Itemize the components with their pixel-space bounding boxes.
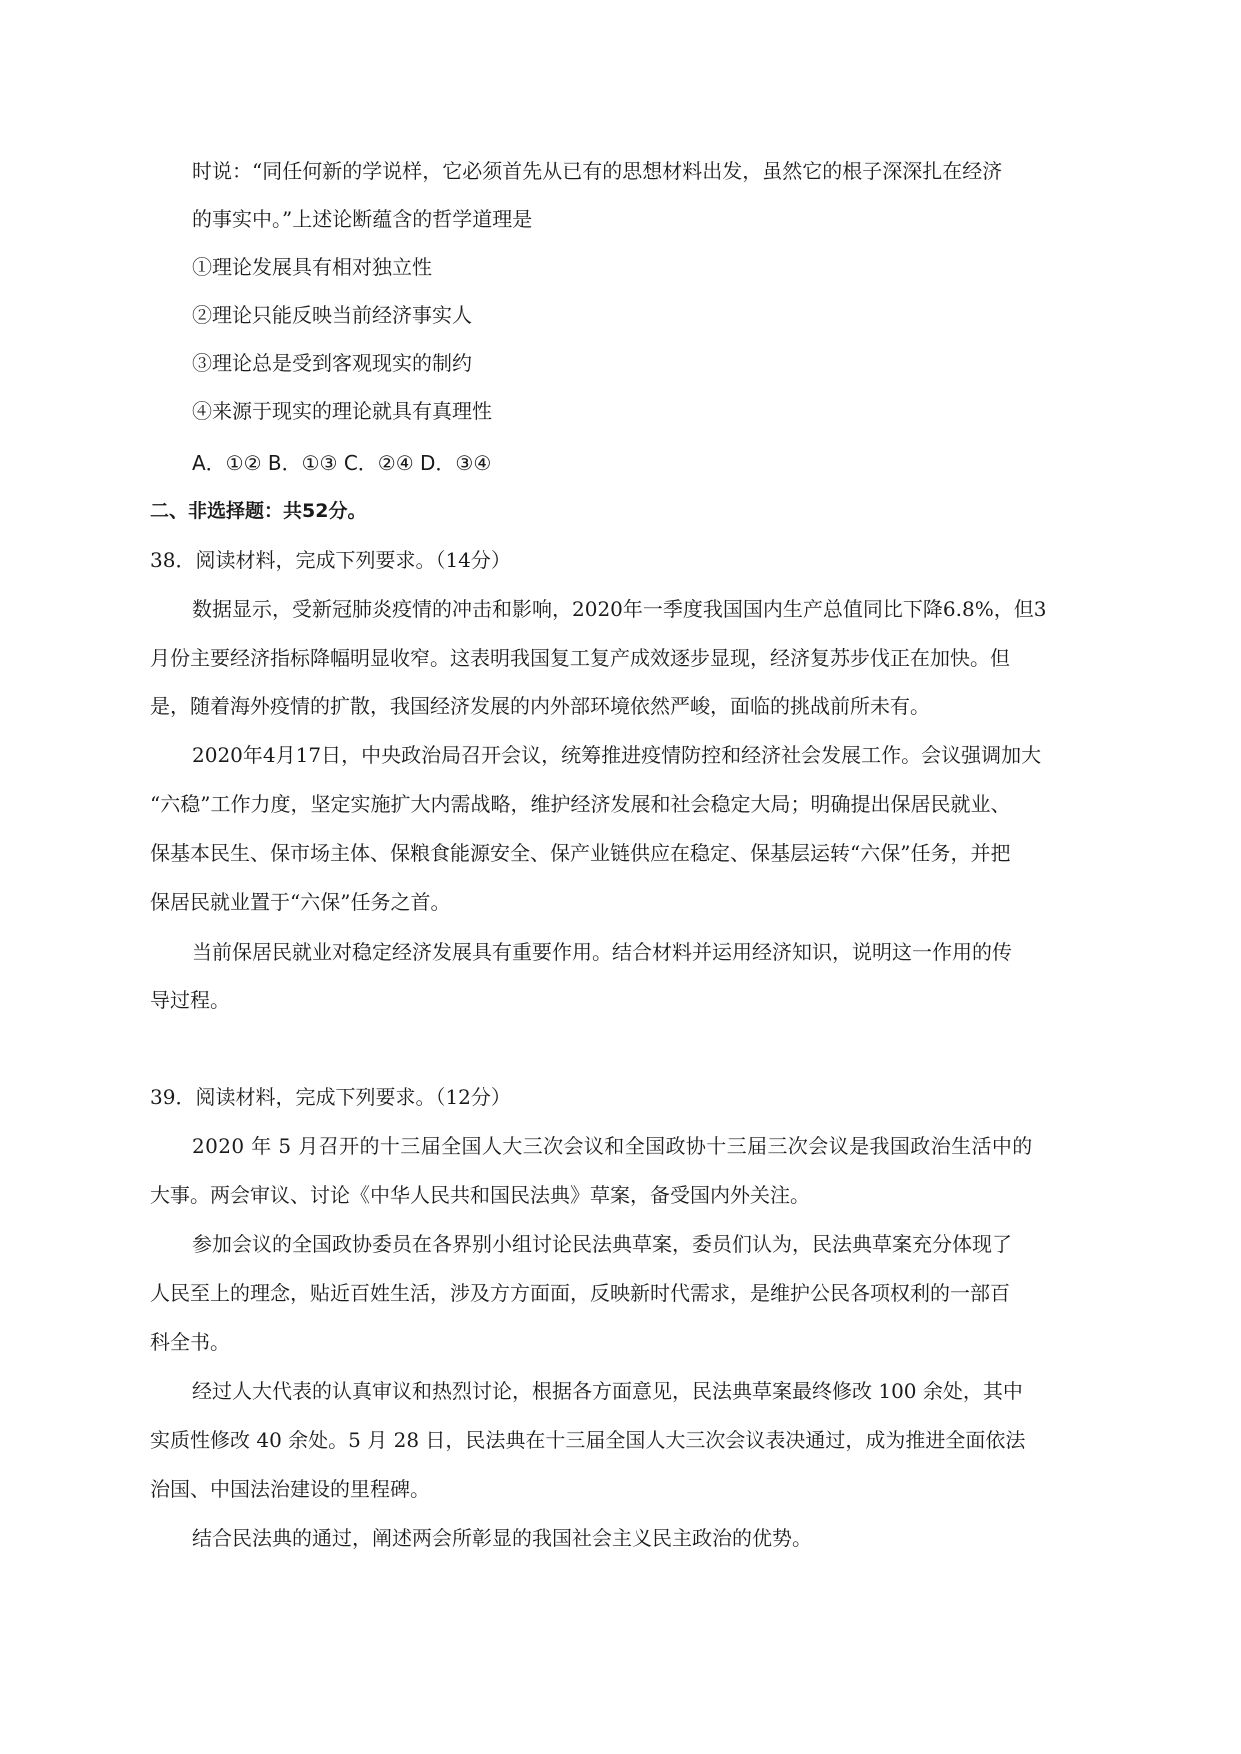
q38-para2-line2: “六稳”工作力度，坚定实施扩大内需战略，维护经济发展和社会稳定大局；明确提出保居民就业、 [150, 792, 1011, 816]
section-heading: 二、非选择题：共52分。 [150, 500, 367, 522]
q39-para2-line2: 人民至上的理念，贴近百姓生活，涉及方方面面，反映新时代需求，是维护公民各项权利的一部百 [150, 1281, 1010, 1305]
q38-para2-line3: 保基本民生、保市场主体、保粮食能源安全、保产业链供应在稳定、保基层运转“六保”任务，并把 [150, 841, 1011, 865]
q37-stem-line-1: 时说：“同任何新的学说样，它必须首先从已有的思想材料出发，虽然它的根子深深扎在经济 [192, 159, 1003, 183]
q38-question-line1: 当前保居民就业对稳定经济发展具有重要作用。结合材料并运用经济知识，说明这一作用的传 [192, 940, 1012, 964]
q38-question-line2: 导过程。 [150, 988, 230, 1012]
q39-para3-line1: 经过人大代表的认真审议和热烈讨论，根据各方面意见，民法典草案最终修改 100 余处，其中 [192, 1379, 1023, 1403]
q38-para1-line2: 月份主要经济指标降幅明显收窄。这表明我国复工复产成效逐步显现，经济复苏步伐正在加快。但 [150, 646, 1010, 670]
q38-para1-line1: 数据显示，受新冠肺炎疫情的冲击和影响，2020年一季度我国国内生产总值同比下降6.8%，但3 [192, 597, 1047, 621]
q38-para2-line1: 2020年4月17日，中央政治局召开会议，统筹推进疫情防控和经济社会发展工作。会议强调加大 [192, 743, 1042, 767]
q39-para2-line3: 科全书。 [150, 1330, 230, 1354]
q39-para3-line3: 治国、中国法治建设的里程碑。 [150, 1477, 430, 1501]
q39-para1-line2: 大事。两会审议、讨论《中华人民共和国民法典》草案，备受国内外关注。 [150, 1183, 810, 1207]
q37-option-1: ①理论发展具有相对独立性 [192, 255, 432, 279]
q37-option-4: ④来源于现实的理论就具有真理性 [192, 399, 492, 423]
q37-option-3: ③理论总是受到客观现实的制约 [192, 351, 472, 375]
q38-para2-line4: 保居民就业置于“六保”任务之首。 [150, 890, 451, 914]
q38-para1-line3: 是，随着海外疫情的扩散，我国经济发展的内外部环境依然严峻，面临的挑战前所未有。 [150, 694, 930, 718]
q39-para2-line1: 参加会议的全国政协委员在各界别小组讨论民法典草案，委员们认为，民法典草案充分体现了 [192, 1232, 1012, 1256]
q37-choices: A．①② B．①③ C．②④ D．③④ [192, 451, 492, 475]
q37-stem-line-2: 的事实中。”上述论断蕴含的哲学道理是 [192, 207, 533, 231]
q37-option-2: ②理论只能反映当前经济事实人 [192, 303, 472, 327]
q38-header: 38．阅读材料，完成下列要求。（14分） [150, 548, 511, 572]
q39-para3-line2: 实质性修改 40 余处。5 月 28 日，民法典在十三届全国人大三次会议表决通过，成为推进全面依法 [150, 1428, 1026, 1452]
q39-question-line1: 结合民法典的通过，阐述两会所彰显的我国社会主义民主政治的优势。 [192, 1526, 812, 1550]
q39-para1-line1: 2020 年 5 月召开的十三届全国人大三次会议和全国政协十三届三次会议是我国政治生活中的 [192, 1134, 1033, 1158]
q39-header: 39．阅读材料，完成下列要求。（12分） [150, 1085, 511, 1109]
